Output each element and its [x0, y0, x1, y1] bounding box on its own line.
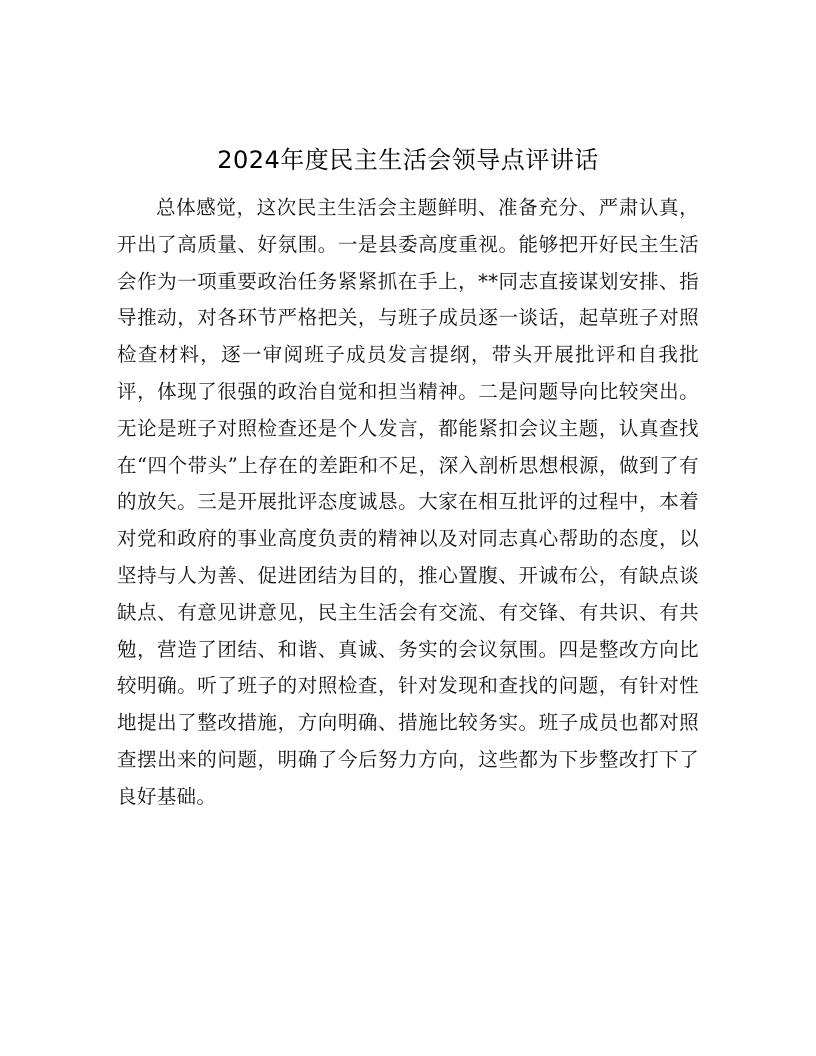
body-paragraph: 总体感觉，这次民主生活会主题鲜明、准备充分、严肃认真，开出了高质量、好氛围。一是县委高度重视。能够把开好民主生活会作为一项重要政治任务紧紧抓在手上，**同志直接谋划安排、指导推动，对各环节严格把关，与班子成员逐一谈话，起草班子对照检查材料，逐一审阅班子成员发言提纲，带头开展批评和自我批评，体现了很强的政治自觉和担当精神。二是问题导向比较突出。无论是班子对照检查还是个人发言，都能紧扣会议主题，认真查找在“四个带头”上存在的差距和不足，深入剖析思想根源，做到了有的放矢。三是开展批评态度诚恳。大家在相互批评的过程中，本着对党和政府的事业高度负责的精神以及对同志真心帮助的态度，以坚持与人为善、促进团结为目的，推心置腹、开诚布公，有缺点谈缺点、有意见讲意见，民主生活会有交流、有交锋、有共识、有共勉，营造了团结、和谐、真诚、务实的会议氛围。四是整改方向比较明确。听了班子的对照检查，针对发现和查找的问题，有针对性地提出了整改措施，方向明确、措施比较务实。班子成员也都对照查摆出来的问题，明确了今后努力方向，这些都为下步整改打下了良好基础。 [117, 196, 699, 808]
document-title: 2024年度民主生活会领导点评讲话 [217, 146, 599, 174]
